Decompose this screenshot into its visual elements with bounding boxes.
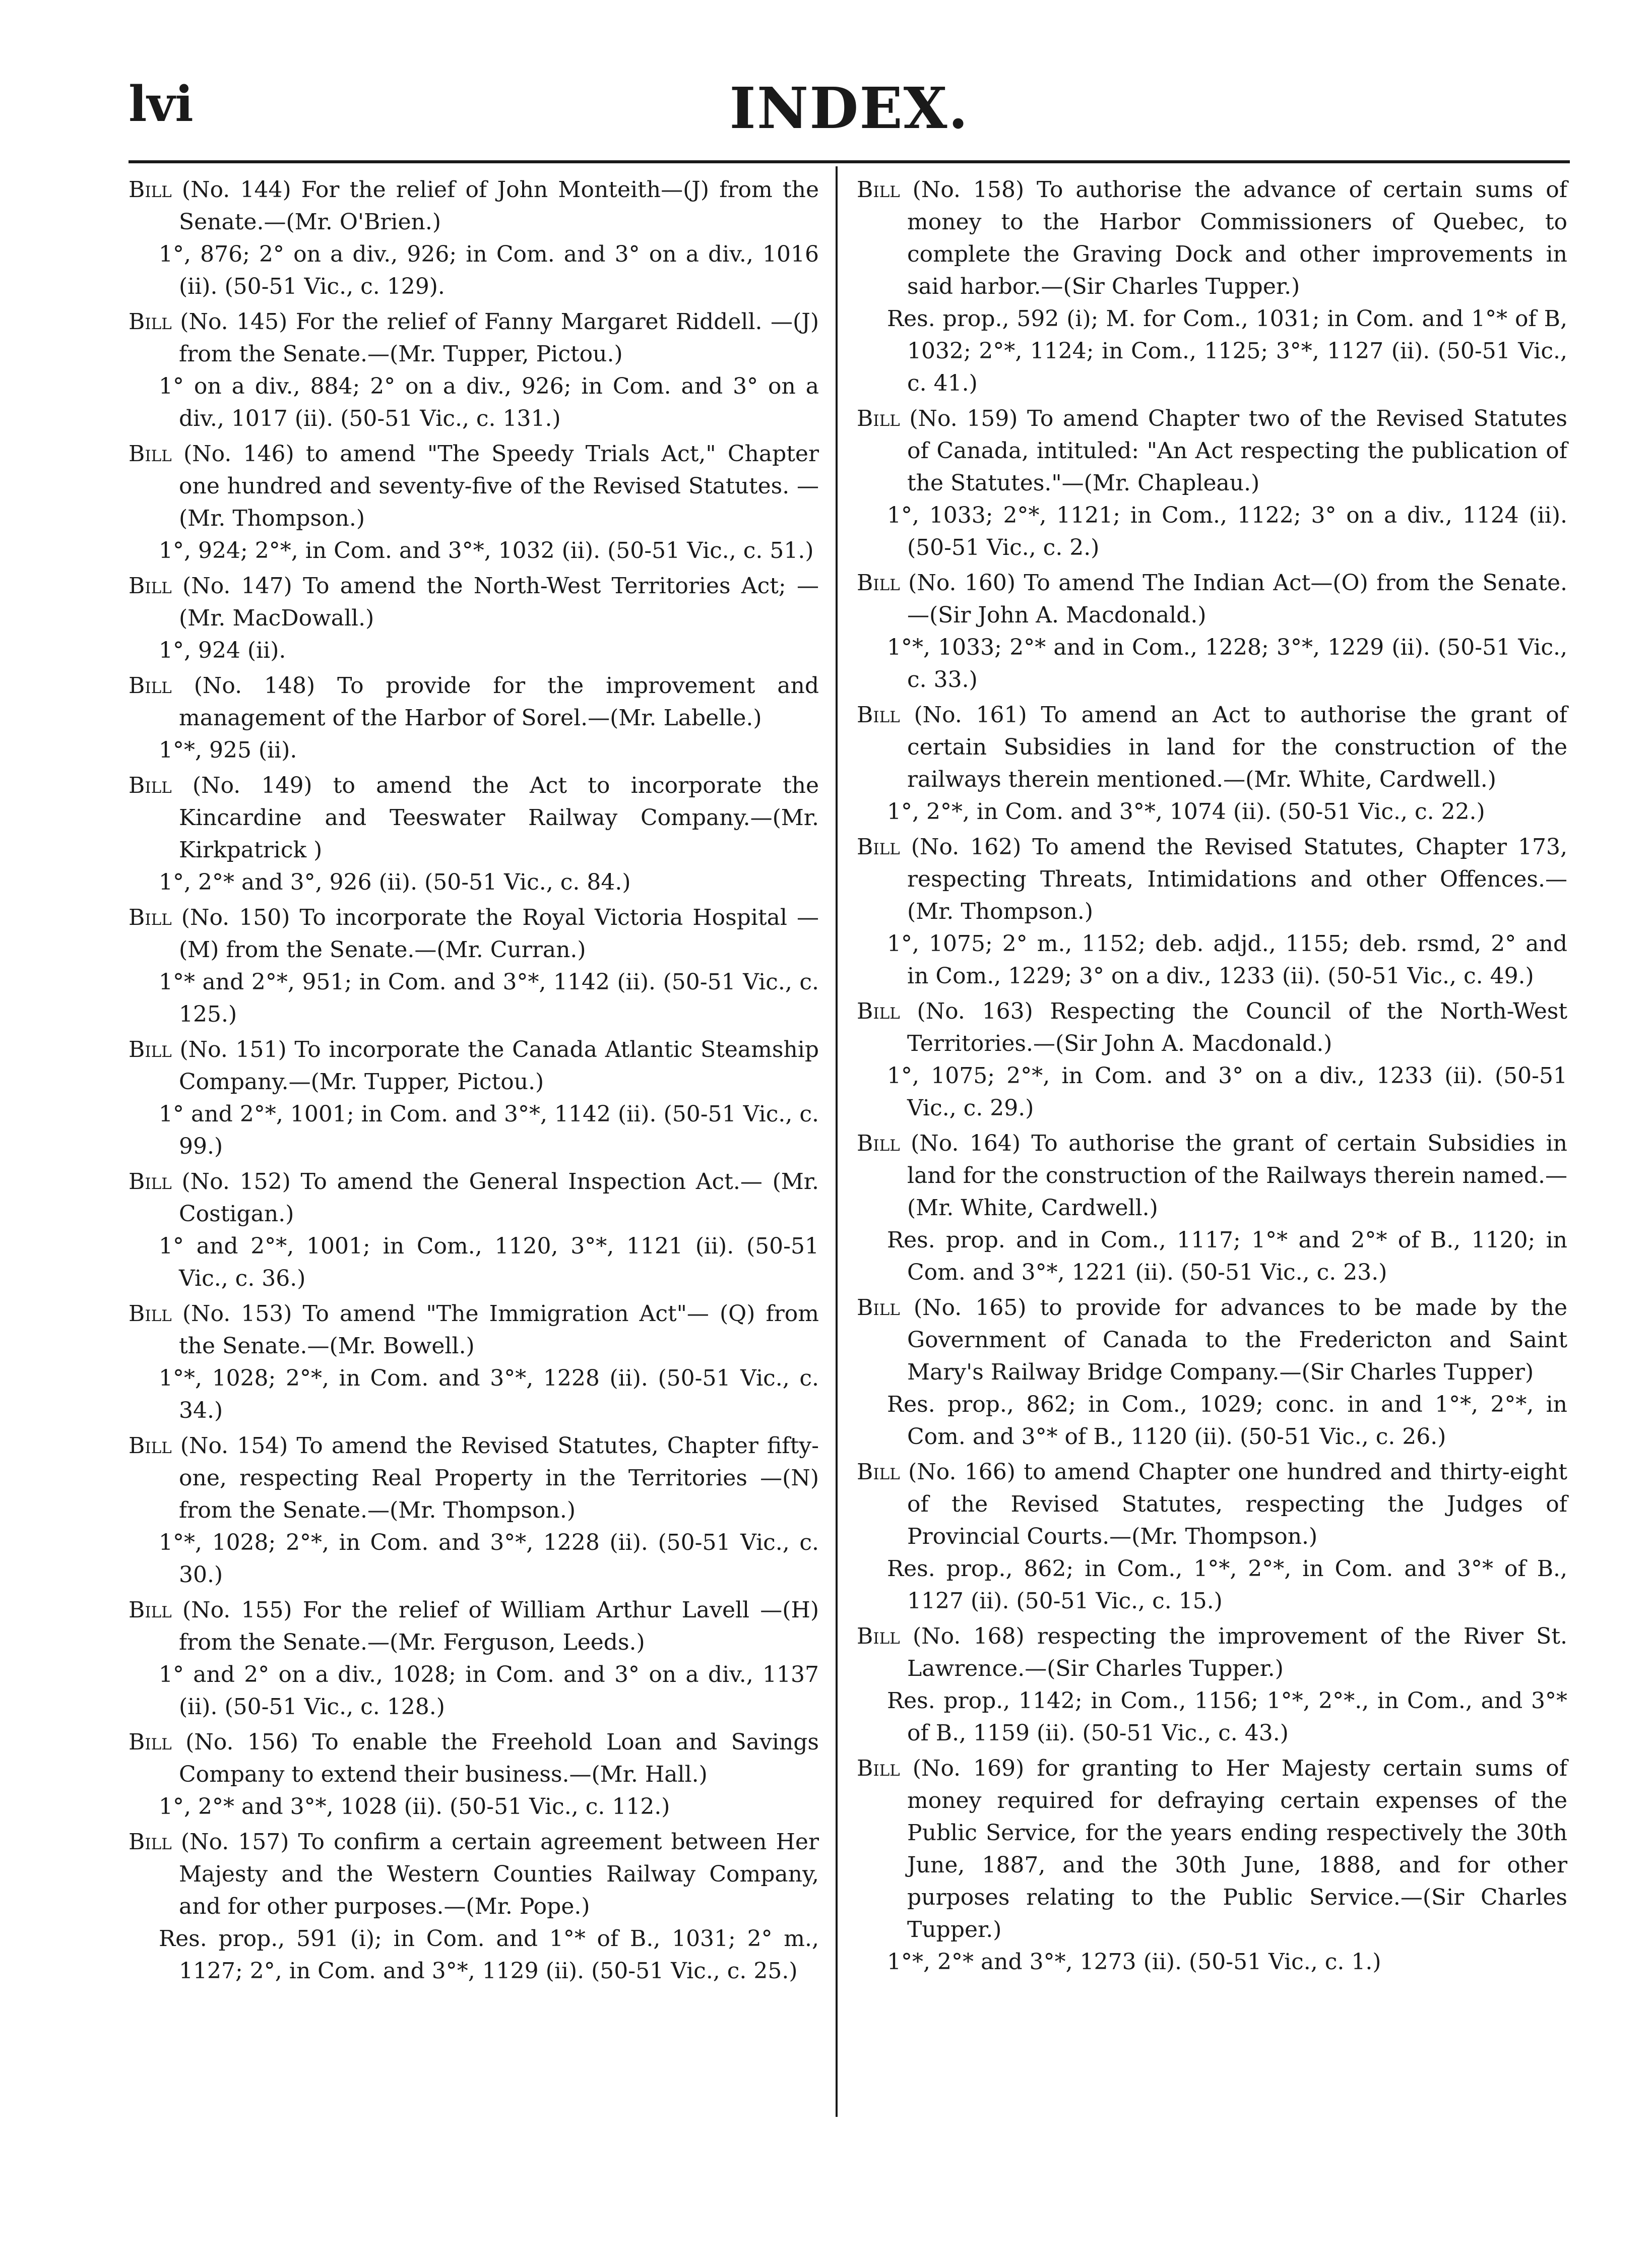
entry-text: (No. 151) To incorporate the Canada Atlantic Steamship Company.—(Mr. Tupper, Pictou.) <box>171 1037 819 1095</box>
entry-text: (No. 150) To incorporate the Royal Victoria Hospital —(M) from the Senate.—(Mr. Curran.) <box>171 905 819 963</box>
entry-detail: 1°*, 925 (ii). <box>159 737 297 763</box>
entry-title <box>129 902 819 966</box>
entry-detail: 1°, 1033; 2°*, 1121; in Com., 1122; 3° on a div., 1124 (ii). (50-51 Vic., c. 2.) <box>887 503 1567 560</box>
entry-detail: 1°*, 2°* and 3°*, 1273 (ii). (50-51 Vic., c. 1.) <box>887 1949 1381 1975</box>
bill-word: Bill <box>857 1756 900 1781</box>
entry-detail: 1° and 2°*, 1001; in Com. and 3°*, 1142 (ii). (50-51 Vic., c. 99.) <box>159 1101 819 1159</box>
bill-word: Bill <box>857 406 900 431</box>
entry-detail: Res. prop., 862; in Com., 1029; conc. in and 1°*, 2°*, in Com. and 3°* of B., 1120 (ii). (50-51 Vic., c. 26.) <box>887 1392 1567 1450</box>
entry-text: (No. 157) To confirm a certain agreement between Her Majesty and the Western Counties Railway Company, and for other purposes.—(Mr. Pope.) <box>171 1829 819 1919</box>
bill-word: Bill <box>129 1169 172 1195</box>
entry-text: (No. 147) To amend the North-West Territories Act; — (Mr. MacDowall.) <box>171 573 819 631</box>
entry-text: (No. 158) To authorise the advance of certain sums of money to the Harbor Commissioners of Quebec, to complete the Graving Dock and other improvements in said harbor.—(Sir Charles Tupper.) <box>900 177 1567 299</box>
entry-detail: 1° and 2°*, 1001; in Com., 1120, 3°*, 1121 (ii). (50-51 Vic., c. 36.) <box>159 1233 819 1291</box>
index-entry <box>129 1166 819 1295</box>
page-title: INDEX. <box>729 76 969 142</box>
entry-text: (No. 152) To amend the General Inspection Act.— (Mr. Costigan.) <box>171 1169 819 1227</box>
index-entry <box>857 1456 1567 1617</box>
bill-word: Bill <box>129 1729 172 1755</box>
index-entry <box>129 1826 819 1987</box>
entry-detail: 1°, 2°* and 3°, 926 (ii). (50-51 Vic., c. 84.) <box>159 869 631 895</box>
entry-detail: 1°*, 1028; 2°*, in Com. and 3°*, 1228 (ii). (50-51 Vic., c. 30.) <box>159 1530 819 1588</box>
bill-word: Bill <box>857 177 900 203</box>
entry-title <box>857 567 1567 632</box>
bill-word: Bill <box>129 441 172 467</box>
entry-detail: 1° on a div., 884; 2° on a div., 926; in Com. and 3° on a div., 1017 (ii). (50-51 Vic., c. 131.) <box>159 373 819 431</box>
bill-word: Bill <box>129 905 172 930</box>
entry-detail: Res. prop. and in Com., 1117; 1°* and 2°* of B., 1120; in Com. and 3°*, 1221 (ii). (50-51 Vic., c. 23.) <box>887 1227 1567 1285</box>
entry-title <box>857 1128 1567 1224</box>
bill-word: Bill <box>857 1295 900 1321</box>
entry-detail: 1°, 1075; 2° m., 1152; deb. adjd., 1155; deb. rsmd, 2° and in Com., 1229; 3° on a div., 1233 (ii). (50-51 Vic., c. 49.) <box>887 931 1567 989</box>
entry-title <box>857 1620 1567 1685</box>
bill-word: Bill <box>857 570 900 596</box>
index-entry <box>129 570 819 667</box>
entry-detail: 1°*, 1028; 2°*, in Com. and 3°*, 1228 (ii). (50-51 Vic., c. 34.) <box>159 1365 819 1423</box>
entry-detail: 1°, 876; 2° on a div., 926; in Com. and 3° on a div., 1016 (ii). (50-51 Vic., c. 129). <box>159 241 819 299</box>
bill-word: Bill <box>129 1037 172 1062</box>
entry-title <box>129 306 819 370</box>
index-entry <box>857 1752 1567 1978</box>
bill-word: Bill <box>857 1131 900 1156</box>
entry-text: (No. 146) to amend "The Speedy Trials Act," Chapter one hundred and seventy-five of the Revised Statutes. —(Mr. Thompson.) <box>171 441 819 531</box>
entry-text: (No. 160) To amend The Indian Act—(O) from the Senate.—(Sir John A. Macdonald.) <box>900 570 1567 628</box>
entry-text: (No. 154) To amend the Revised Statutes, Chapter fifty-one, respecting Real Property in the Territories —(N) from the Senate.—(Mr. Thompson.) <box>171 1433 819 1523</box>
entry-detail: 1°* and 2°*, 951; in Com. and 3°*, 1142 (ii). (50-51 Vic., c. 125.) <box>159 969 819 1027</box>
entry-text: (No. 165) to provide for advances to be made by the Government of Canada to the Fredericton and Saint Mary's Railway Bridge Company.—(Sir Charles Tupper) <box>900 1295 1567 1385</box>
entry-title <box>129 1166 819 1230</box>
bill-word: Bill <box>129 1301 172 1327</box>
index-entry <box>129 1594 819 1723</box>
entry-title <box>857 1456 1567 1553</box>
entry-title <box>857 831 1567 928</box>
entry-title <box>129 1430 819 1527</box>
entry-detail: Res. prop., 591 (i); in Com. and 1°* of B., 1031; 2° m., 1127; 2°, in Com. and 3°*, 1129 (ii). (50-51 Vic., c. 25.) <box>159 1926 819 1984</box>
right-column <box>857 174 1567 1981</box>
bill-word: Bill <box>857 834 900 860</box>
entry-title <box>129 1594 819 1659</box>
entry-title <box>857 699 1567 796</box>
entry-detail: Res. prop., 592 (i); M. for Com., 1031; in Com. and 1°* of B, 1032; 2°*, 1124; in Com., 1125; 3°*, 1127 (ii). (50-51 Vic., c. 41.) <box>887 306 1567 396</box>
bill-word: Bill <box>129 1829 172 1855</box>
entry-title <box>129 1298 819 1362</box>
entry-detail: 1°, 1075; 2°*, in Com. and 3° on a div., 1233 (ii). (50-51 Vic., c. 29.) <box>887 1063 1567 1121</box>
index-entry <box>857 1128 1567 1289</box>
entry-detail: Res. prop., 862; in Com., 1°*, 2°*, in Com. and 3°* of B., 1127 (ii). (50-51 Vic., c. 15.) <box>887 1556 1567 1614</box>
entry-text: (No. 164) To authorise the grant of certain Subsidies in land for the construction of the Railways therein named.—(Mr. White, Cardwell.) <box>900 1131 1567 1221</box>
page-header <box>129 76 1570 151</box>
entry-text: (No. 153) To amend "The Immigration Act"— (Q) from the Senate.—(Mr. Bowell.) <box>171 1301 819 1359</box>
index-entry <box>857 1620 1567 1749</box>
bill-word: Bill <box>857 1623 900 1649</box>
index-entry <box>857 403 1567 564</box>
entry-title <box>129 670 819 734</box>
entry-title <box>857 1292 1567 1389</box>
bill-word: Bill <box>129 773 172 798</box>
entry-title <box>129 1826 819 1923</box>
bill-word: Bill <box>129 673 172 699</box>
header-rule <box>129 160 1570 163</box>
index-entry <box>857 699 1567 828</box>
entry-detail: 1°, 924; 2°*, in Com. and 3°*, 1032 (ii). (50-51 Vic., c. 51.) <box>159 538 814 564</box>
index-entry <box>857 831 1567 992</box>
page-number: lvi <box>129 76 194 133</box>
bill-word: Bill <box>857 702 900 728</box>
bill-word: Bill <box>129 1597 172 1623</box>
entry-title <box>129 570 819 635</box>
index-entry <box>129 1298 819 1427</box>
entry-text: (No. 163) Respecting the Council of the North-West Territories.—(Sir John A. Macdonald.) <box>900 998 1567 1056</box>
entry-detail: 1°, 2°* and 3°*, 1028 (ii). (50-51 Vic., c. 112.) <box>159 1794 670 1820</box>
entry-text: (No. 156) To enable the Freehold Loan and Savings Company to extend their business.—(Mr. Hall.) <box>171 1729 819 1787</box>
entry-text: (No. 161) To amend an Act to authorise the grant of certain Subsidies in land for the construction of the railways therein mentioned.—(Mr. White, Cardwell.) <box>900 702 1567 792</box>
entry-title <box>857 174 1567 303</box>
entry-text: (No. 148) To provide for the improvement and management of the Harbor of Sorel.—(Mr. Labelle.) <box>171 673 819 731</box>
entry-title <box>129 1034 819 1098</box>
entry-text: (No. 149) to amend the Act to incorporate the Kincardine and Teeswater Railway Company.—(Mr. Kirkpatrick ) <box>171 773 819 863</box>
index-entry <box>129 1726 819 1823</box>
index-entry <box>129 902 819 1031</box>
entry-text: (No. 169) for granting to Her Majesty certain sums of money required for defraying certain expenses of the Public Service, for the years ending respectively the 30th June, 1887, and the 30th June, 1888, and for other purposes relating to the Public Service.—(Sir Charles Tupper.) <box>900 1756 1567 1943</box>
entry-title <box>129 438 819 535</box>
index-entry <box>129 770 819 899</box>
entry-text: (No. 145) For the relief of Fanny Margaret Riddell. —(J) from the Senate.—(Mr. Tupper, Pictou.) <box>171 309 819 367</box>
index-entry <box>129 1034 819 1163</box>
index-entry <box>129 670 819 767</box>
bill-word: Bill <box>129 177 172 203</box>
index-entry <box>857 1292 1567 1453</box>
left-column <box>129 174 819 1990</box>
bill-word: Bill <box>129 573 172 599</box>
entry-detail: 1°, 924 (ii). <box>159 638 286 663</box>
index-entry <box>857 174 1567 400</box>
entry-text: (No. 166) to amend Chapter one hundred and thirty-eight of the Revised Statutes, respecting the Judges of Provincial Courts.—(Mr. Thompson.) <box>900 1459 1567 1549</box>
entry-detail: 1° and 2° on a div., 1028; in Com. and 3° on a div., 1137 (ii). (50-51 Vic., c. 128.) <box>159 1662 819 1720</box>
bill-word: Bill <box>129 309 172 335</box>
bill-word: Bill <box>857 1459 900 1485</box>
bill-word: Bill <box>129 1433 172 1459</box>
index-entry <box>129 306 819 435</box>
index-entry <box>129 174 819 303</box>
entry-detail: 1°*, 1033; 2°* and in Com., 1228; 3°*, 1229 (ii). (50-51 Vic., c. 33.) <box>887 635 1567 693</box>
entry-text: (No. 144) For the relief of John Monteith—(J) from the Senate.—(Mr. O'Brien.) <box>171 177 819 235</box>
entry-title <box>857 403 1567 499</box>
entry-text: (No. 159) To amend Chapter two of the Revised Statutes of Canada, intituled: "An Act respecting the publication of the Statutes."—(Mr. Chapleau.) <box>900 406 1567 496</box>
entry-title <box>129 174 819 238</box>
entry-text: (No. 155) For the relief of William Arthur Lavell —(H) from the Senate.—(Mr. Ferguson, Leeds.) <box>171 1597 819 1655</box>
entry-title <box>857 995 1567 1060</box>
entry-detail: Res. prop., 1142; in Com., 1156; 1°*, 2°*., in Com., and 3°* of B., 1159 (ii). (50-51 Vic., c. 43.) <box>887 1688 1567 1746</box>
index-entry <box>129 1430 819 1591</box>
index-entry <box>129 438 819 567</box>
bill-word: Bill <box>857 998 900 1024</box>
index-entry <box>857 995 1567 1124</box>
entry-title <box>129 1726 819 1791</box>
index-entry <box>857 567 1567 696</box>
entry-text: (No. 162) To amend the Revised Statutes, Chapter 173, respecting Threats, Intimidations and other Offences.— (Mr. Thompson.) <box>900 834 1567 924</box>
column-divider <box>836 166 838 2117</box>
entry-detail: 1°, 2°*, in Com. and 3°*, 1074 (ii). (50-51 Vic., c. 22.) <box>887 799 1485 825</box>
entry-text: (No. 168) respecting the improvement of the River St. Lawrence.—(Sir Charles Tupper.) <box>900 1623 1567 1681</box>
entry-title <box>857 1752 1567 1946</box>
entry-title <box>129 770 819 866</box>
